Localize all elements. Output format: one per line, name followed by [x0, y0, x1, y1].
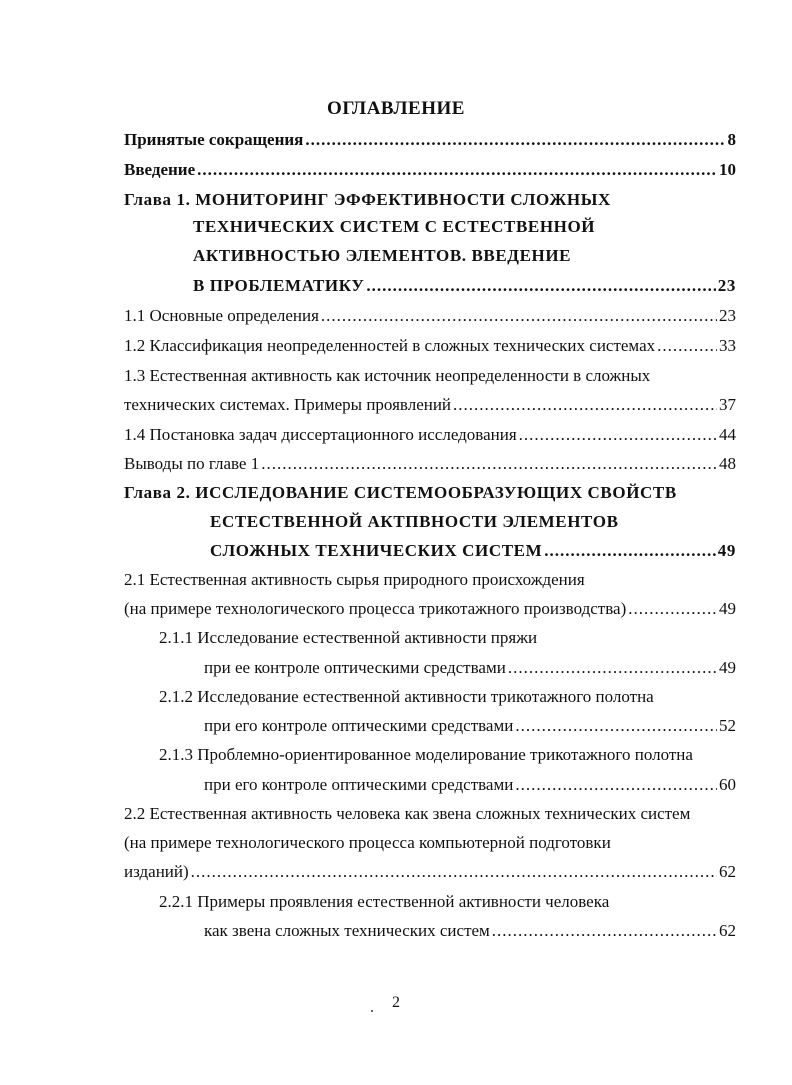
toc-page-number: 49 — [719, 658, 736, 677]
dot-leader — [305, 127, 725, 153]
toc-chapter2-line3[interactable] — [210, 538, 736, 564]
dot-leader — [515, 713, 717, 739]
toc-entry-abbreviations[interactable] — [124, 127, 736, 153]
dot-leader — [453, 392, 717, 418]
toc-entry-conclusions-1[interactable] — [124, 451, 736, 477]
toc-page-number: 62 — [719, 921, 736, 940]
toc-entry-2-1-line2[interactable] — [124, 596, 736, 622]
toc-entry-text: 1.4 Постановка задач диссертационного исследования — [124, 425, 517, 444]
toc-page-number: 23 — [719, 306, 736, 325]
dot-leader — [191, 859, 717, 885]
toc-page-number: 23 — [717, 276, 736, 295]
toc-page-number: 62 — [719, 862, 736, 881]
toc-entry-2-2-line2[interactable]: (на примере технологического процесса компьютерной подготовки — [124, 833, 611, 852]
page-title: ОГЛАВЛЕНИЕ — [327, 98, 465, 119]
toc-page-number: 49 — [719, 599, 736, 618]
toc-entry-text: Принятые сокращения — [124, 130, 304, 149]
toc-entry-1-4[interactable] — [124, 422, 736, 448]
dot-leader — [197, 157, 717, 183]
toc-entry-2-1-2-line1[interactable]: 2.1.2 Исследование естественной активности трикотажного полотна — [159, 687, 654, 706]
toc-entry-2-1-2-line2[interactable] — [204, 713, 736, 739]
toc-entry-text: при ее контроле оптическими средствами — [204, 658, 506, 677]
dot-leader — [515, 772, 717, 798]
toc-entry-text: как звена сложных технических систем — [204, 921, 490, 940]
toc-chapter2-line2: ЕСТЕСТВЕННОЙ АКТПВНОСТИ ЭЛЕМЕНТОВ — [210, 512, 619, 531]
dot-leader — [628, 596, 717, 622]
dot-leader — [657, 333, 717, 359]
dot-leader — [366, 273, 715, 299]
toc-entry-2-2-line3[interactable] — [124, 859, 736, 885]
toc-entry-2-2-line1[interactable]: 2.2 Естественная активность человека как звена сложных технических систем — [124, 804, 691, 823]
toc-chapter1-line1[interactable]: Глава 1. МОНИТОРИНГ ЭФФЕКТИВНОСТИ СЛОЖНЫХ — [124, 190, 611, 209]
toc-entry-text: Выводы по главе 1 — [124, 454, 260, 473]
toc-chapter1-line2: ТЕХНИЧЕСКИХ СИСТЕМ С ЕСТЕСТВЕННОЙ — [193, 217, 596, 236]
toc-entry-1-3-line1[interactable]: 1.3 Естественная активность как источник неопределенности в сложных — [124, 366, 651, 385]
toc-entry-1-2[interactable] — [124, 333, 736, 359]
toc-entry-2-1-1-line1[interactable]: 2.1.1 Исследование естественной активности пряжи — [159, 628, 538, 647]
toc-page-number: 37 — [719, 395, 736, 414]
toc-entry-text: при его контроле оптическими средствами — [204, 716, 514, 735]
dot-leader — [508, 655, 717, 681]
toc-entry-2-2-1-line1[interactable]: 2.2.1 Примеры проявления естественной активности человека — [159, 892, 610, 911]
dot-leader — [321, 303, 717, 329]
toc-chapter1-line4[interactable] — [193, 273, 736, 299]
toc-entry-1-1[interactable] — [124, 303, 736, 329]
toc-page-number: 44 — [719, 425, 736, 444]
toc-entry-2-2-1-line2[interactable] — [204, 918, 736, 944]
toc-entry-text: СЛОЖНЫХ ТЕХНИЧЕСКИХ СИСТЕМ — [210, 541, 543, 560]
toc-entry-text: технических системах. Примеры проявлений — [124, 395, 452, 414]
toc-entry-text: 1.1 Основные определения — [124, 306, 319, 325]
toc-page-number: 60 — [719, 775, 736, 794]
dot-leader — [544, 538, 716, 564]
toc-entry-text: при его контроле оптическими средствами — [204, 775, 514, 794]
toc-entry-2-1-3-line2[interactable] — [204, 772, 736, 798]
toc-entry-text: изданий) — [124, 862, 189, 881]
toc-entry-2-1-3-line1[interactable]: 2.1.3 Проблемно-ориентированное моделирование трикотажного полотна — [159, 745, 693, 764]
toc-chapter1-line3: АКТИВНОСТЬЮ ЭЛЕМЕНТОВ. ВВЕДЕНИЕ — [193, 246, 572, 265]
toc-page-number: 10 — [719, 160, 736, 179]
dot-leader — [519, 422, 717, 448]
toc-entry-1-3-line2[interactable] — [124, 392, 736, 418]
toc-entry-text: (на примере технологического процесса трикотажного производства) — [124, 599, 627, 618]
toc-entry-text: В ПРОБЛЕМАТИКУ — [193, 276, 365, 295]
dot-leader — [492, 918, 717, 944]
toc-page-number: 49 — [717, 541, 736, 560]
toc-entry-introduction[interactable] — [124, 157, 736, 183]
toc-page-number: 52 — [719, 716, 736, 735]
toc-chapter2-line1[interactable]: Глава 2. ИССЛЕДОВАНИЕ СИСТЕМООБРАЗУЮЩИХ СВОЙСТВ — [124, 483, 677, 502]
page-number: 2 — [392, 994, 400, 1011]
toc-page-number: 48 — [719, 454, 736, 473]
toc-entry-text: 1.2 Классификация неопределенностей в сложных технических системах — [124, 336, 656, 355]
toc-entry-text: Введение — [124, 160, 196, 179]
toc-entry-2-1-line1[interactable]: 2.1 Естественная активность сырья природного происхождения — [124, 570, 585, 589]
dot-leader — [261, 451, 717, 477]
toc-page-number: 8 — [727, 130, 736, 149]
toc-page-number: 33 — [719, 336, 736, 355]
toc-entry-2-1-1-line2[interactable] — [204, 655, 736, 681]
